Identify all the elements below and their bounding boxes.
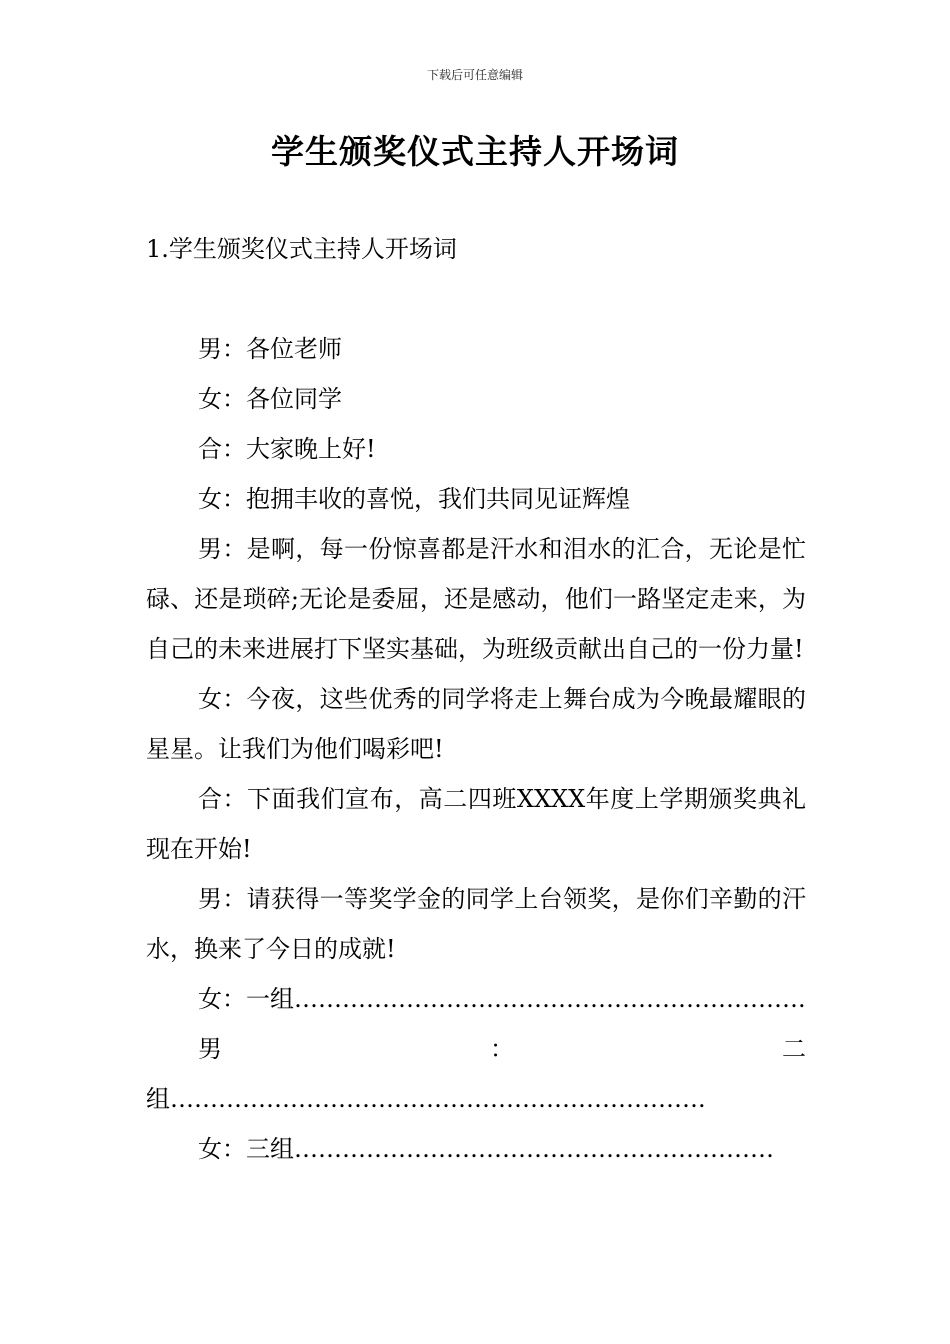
paragraph: 男：各位老师 — [198, 335, 342, 363]
section-heading: 1.学生颁奖仪式主持人开场词 — [146, 235, 457, 263]
document-title: 学生颁奖仪式主持人开场词 — [271, 132, 679, 171]
body-text — [146, 324, 806, 1174]
paragraph: 女：今夜，这些优秀的同学将走上舞台成为今晚最耀眼的星星。让我们为他们喝彩吧! — [146, 685, 806, 763]
paragraph: 女：一组………………………………………………………. — [198, 985, 806, 1013]
header-note: 下载后可任意编辑 — [426, 68, 523, 82]
paragraph: 男：请获得一等奖学金的同学上台领奖，是你们辛勤的汗水，换来了今日的成就! — [146, 885, 806, 963]
paragraph: 女：各位同学 — [198, 385, 342, 413]
paragraph: 男：是啊，每一份惊喜都是汗水和泪水的汇合，无论是忙碌、还是琐碎;无论是委屈，还是感动，他们一路坚定走来，为自己的未来进展打下坚实基础，为班级贡献出自己的一份力量! — [146, 535, 806, 663]
paragraph: 女：抱拥丰收的喜悦，我们共同见证辉煌 — [198, 485, 630, 513]
paragraph: 合：下面我们宣布，高二四班XXXX年度上学期颁奖典礼现在开始! — [146, 785, 806, 863]
paragraph: 男：二组…………………………………………………………. — [146, 1035, 806, 1113]
paragraph: 女：三组…………………………………………………… — [198, 1135, 774, 1163]
paragraph: 合：大家晚上好! — [198, 435, 376, 463]
